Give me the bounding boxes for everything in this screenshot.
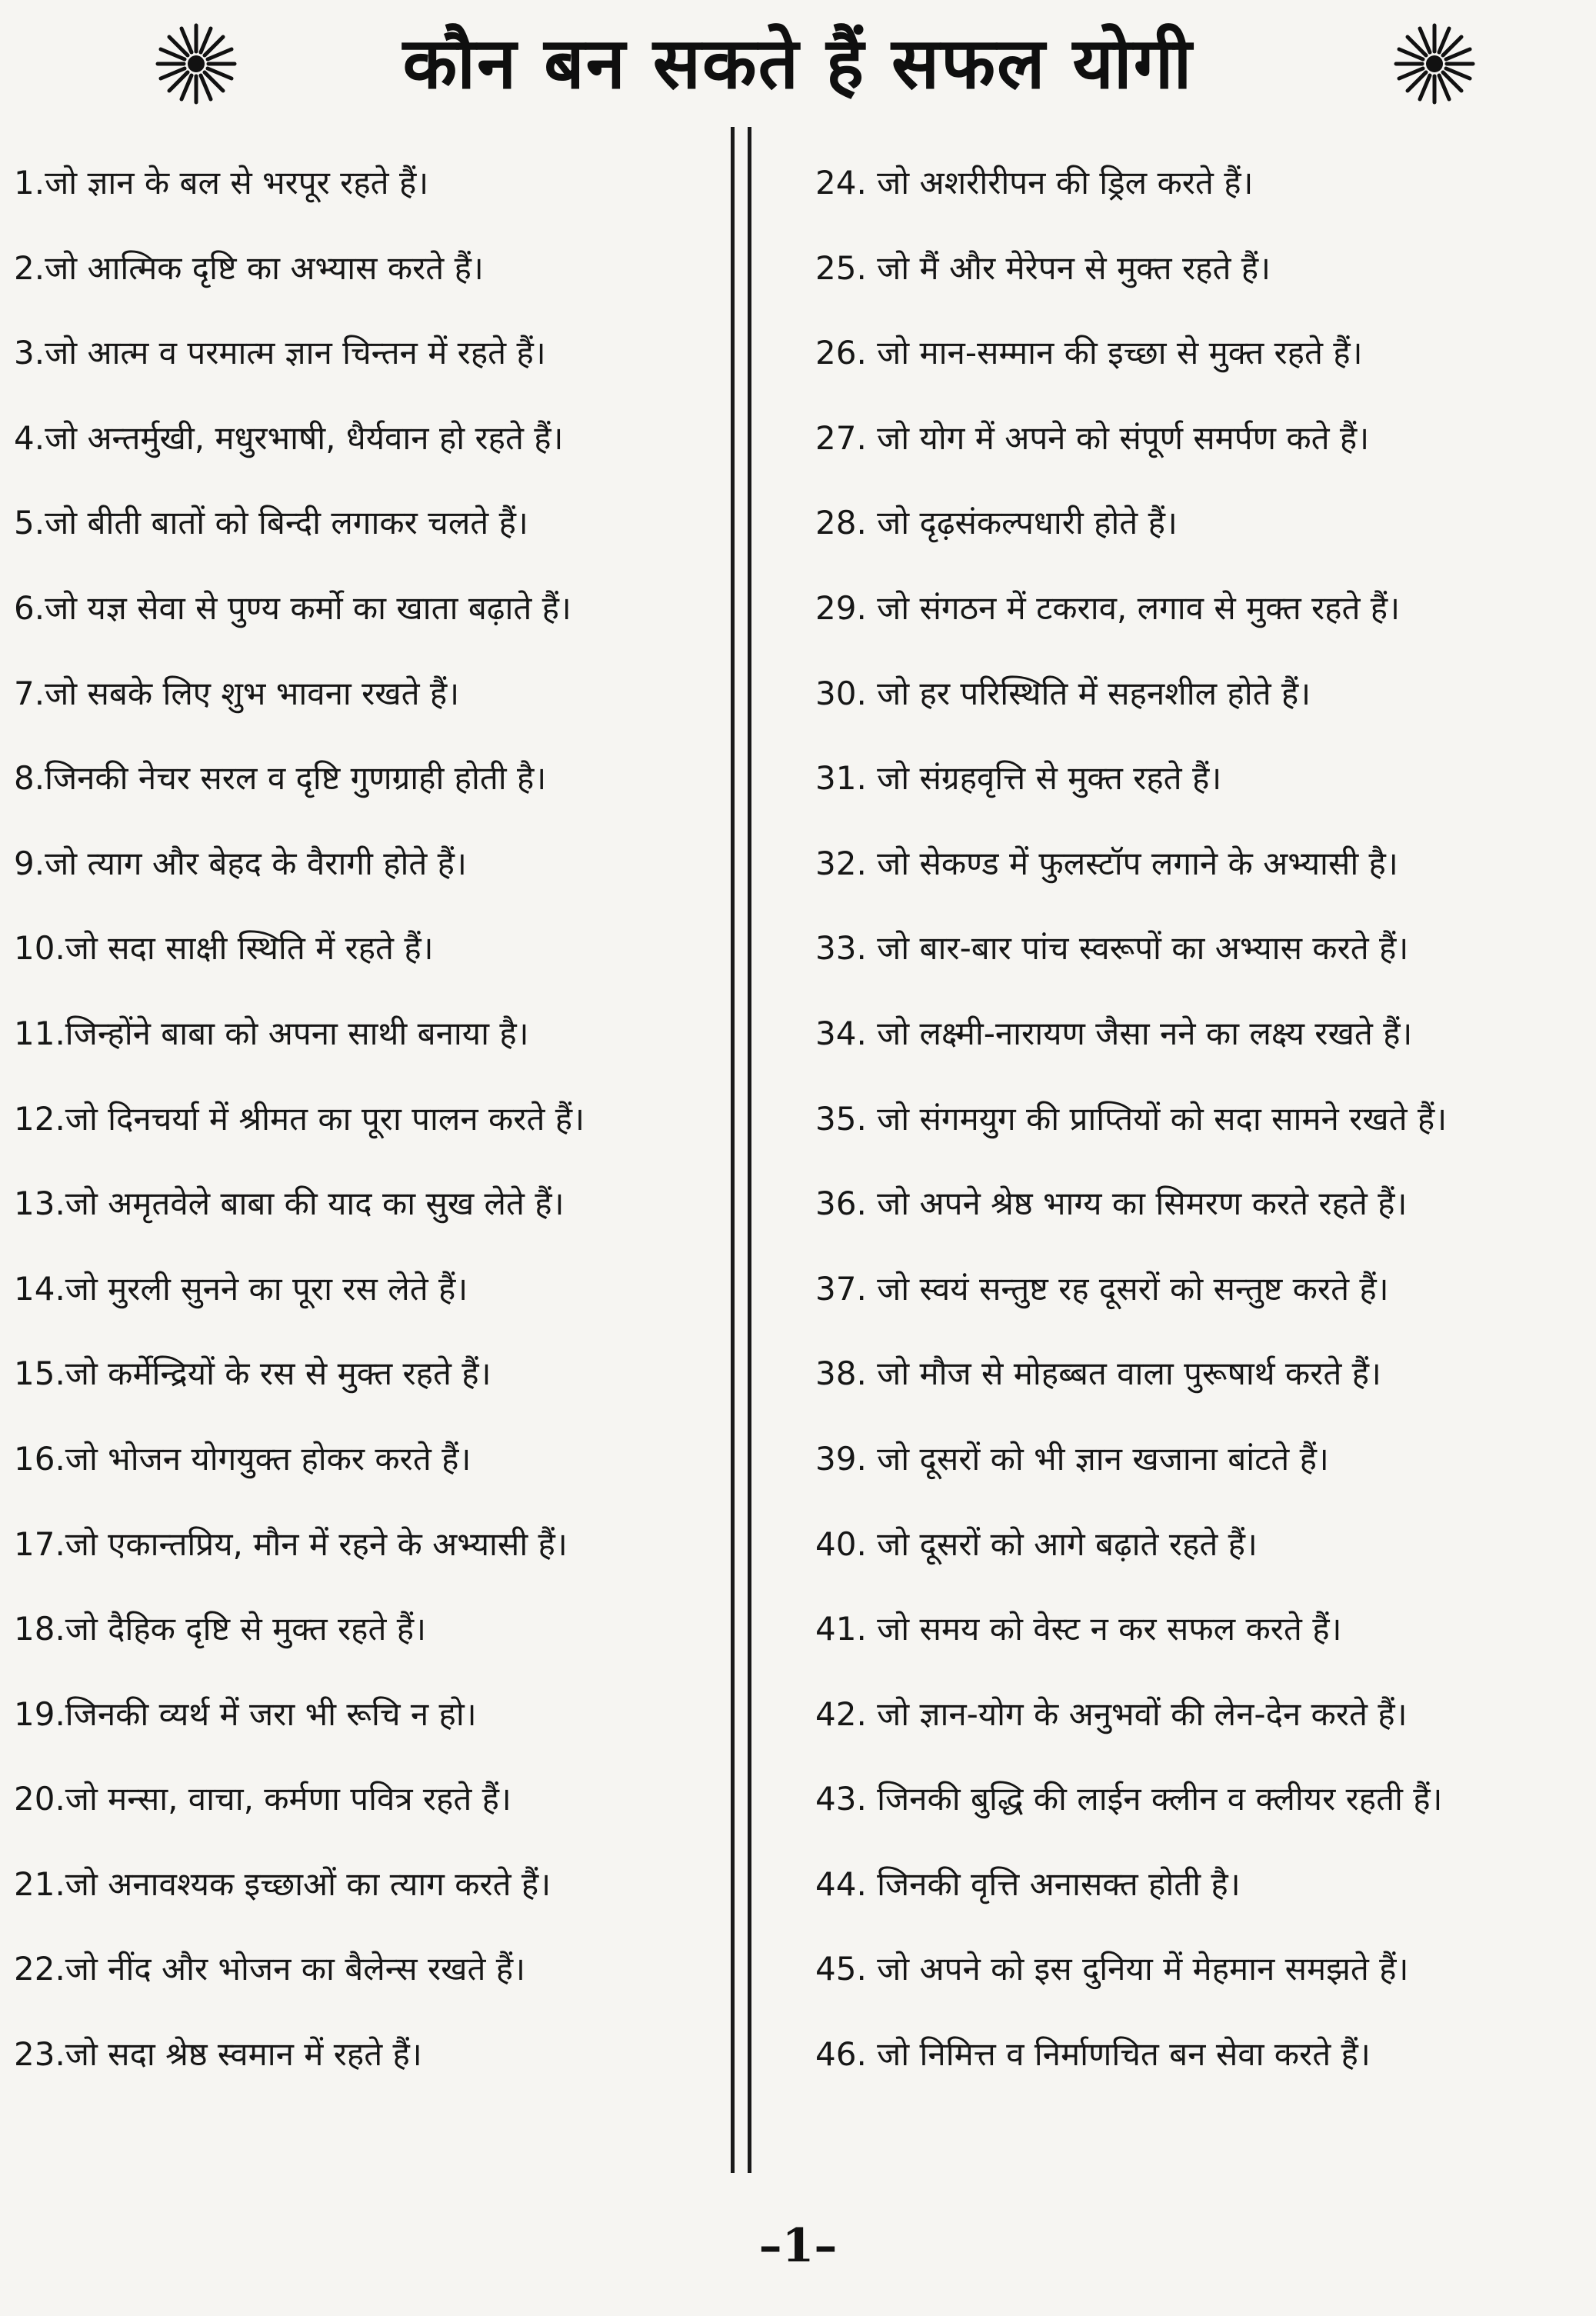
column-divider bbox=[748, 127, 751, 2173]
sunburst-icon bbox=[1392, 22, 1477, 106]
list-item: 15.जो कर्मेन्द्रियों के रस से मुक्त रहते हैं। bbox=[14, 1355, 491, 1393]
list-item: 36. जो अपने श्रेष्ठ भाग्य का सिमरण करते रहते हैं। bbox=[815, 1185, 1408, 1223]
list-item: 33. जो बार-बार पांच स्वरूपों का अभ्यास करते हैं। bbox=[815, 929, 1409, 968]
list-item: 5.जो बीती बातों को बिन्दी लगाकर चलते हैं। bbox=[14, 504, 528, 542]
list-item: 1.जो ज्ञान के बल से भरपूर रहते हैं। bbox=[14, 164, 429, 202]
list-item: 31. जो संग्रहवृत्ति से मुक्त रहते हैं। bbox=[815, 759, 1222, 798]
list-item: 46. जो निमित्त व निर्माणचित बन सेवा करते हैं। bbox=[815, 2035, 1371, 2074]
list-item: 37. जो स्वयं सन्तुष्ट रह दूसरों को सन्तुष्ट करते हैं। bbox=[815, 1269, 1389, 1308]
list-item: 26. जो मान-सम्मान की इच्छा से मुक्त रहते हैं। bbox=[815, 334, 1363, 372]
page-number: –1– bbox=[758, 2219, 838, 2273]
list-item: 41. जो समय को वेस्ट न कर सफल करते हैं। bbox=[815, 1610, 1342, 1648]
list-item: 18.जो दैहिक दृष्टि से मुक्त रहते हैं। bbox=[14, 1610, 426, 1648]
list-item: 2.जो आत्मिक दृष्टि का अभ्यास करते हैं। bbox=[14, 248, 484, 287]
list-item: 27. जो योग में अपने को संपूर्ण समर्पण कते हैं। bbox=[815, 418, 1370, 457]
list-item: 16.जो भोजन योगयुक्त होकर करते हैं। bbox=[14, 1439, 471, 1478]
column-divider bbox=[731, 127, 735, 2173]
list-item: 42. जो ज्ञान-योग के अनुभवों की लेन-देन करते हैं। bbox=[815, 1695, 1408, 1733]
list-item: 40. जो दूसरों को आगे बढ़ाते रहते हैं। bbox=[815, 1525, 1258, 1563]
list-item: 25. जो मैं और मेरेपन से मुक्त रहते हैं। bbox=[815, 248, 1271, 287]
list-item: 29. जो संगठन में टकराव, लगाव से मुक्त रहते हैं। bbox=[815, 588, 1400, 627]
page-title: कौन बन सकते हैं सफल योगी bbox=[402, 22, 1194, 105]
list-item: 20.जो मन्सा, वाचा, कर्मणा पवित्र रहते हैं। bbox=[14, 1780, 511, 1818]
list-item: 23.जो सदा श्रेष्ठ स्वमान में रहते हैं। bbox=[14, 2035, 422, 2074]
list-item: 35. जो संगमयुग की प्राप्तियों को सदा सामने रखते हैं। bbox=[815, 1099, 1448, 1138]
list-item: 9.जो त्याग और बेहद के वैरागी होते हैं। bbox=[14, 844, 467, 882]
list-item: 39. जो दूसरों को भी ज्ञान खजाना बांटते हैं। bbox=[815, 1439, 1329, 1478]
list-item: 8.जिनकी नेचर सरल व दृष्टि गुणग्राही होती है। bbox=[14, 759, 547, 798]
list-item: 28. जो दृढ़संकल्पधारी होते हैं। bbox=[815, 504, 1178, 542]
list-item: 7.जो सबके लिए शुभ भावना रखते हैं। bbox=[14, 674, 460, 712]
list-item: 44. जिनकी वृत्ति अनासक्त होती है। bbox=[815, 1864, 1241, 1903]
list-item: 32. जो सेकण्ड में फुलस्टॉप लगाने के अभ्यासी है। bbox=[815, 844, 1398, 882]
list-item: 24. जो अशरीरीपन की ड्रिल करते हैं। bbox=[815, 164, 1254, 202]
list-item: 13.जो अमृतवेले बाबा की याद का सुख लेते हैं। bbox=[14, 1185, 565, 1223]
list-item: 22.जो नींद और भोजन का बैलेन्स रखते हैं। bbox=[14, 1950, 526, 1988]
list-item: 30. जो हर परिस्थिति में सहनशील होते हैं। bbox=[815, 674, 1311, 712]
list-item: 34. जो लक्ष्मी-नारायण जैसा नने का लक्ष्य रखते हैं। bbox=[815, 1014, 1413, 1052]
page-header bbox=[0, 15, 1596, 115]
list-item: 4.जो अन्तर्मुखी, मधुरभाषी, धैर्यवान हो रहते हैं। bbox=[14, 418, 564, 457]
list-item: 6.जो यज्ञ सेवा से पुण्य कर्मो का खाता बढ़ाते हैं। bbox=[14, 588, 571, 627]
list-item: 17.जो एकान्तप्रिय, मौन में रहने के अभ्यासी हैं। bbox=[14, 1525, 568, 1563]
list-item: 38. जो मौज से मोहब्बत वाला पुरूषार्थ करते हैं। bbox=[815, 1355, 1381, 1393]
left-column-list bbox=[14, 162, 721, 2118]
list-item: 19.जिनकी व्यर्थ में जरा भी रूचि न हो। bbox=[14, 1695, 477, 1733]
list-item: 21.जो अनावश्यक इच्छाओं का त्याग करते हैं। bbox=[14, 1864, 551, 1903]
list-item: 11.जिन्होंने बाबा को अपना साथी बनाया है। bbox=[14, 1014, 529, 1052]
list-item: 45. जो अपने को इस दुनिया में मेहमान समझते हैं। bbox=[815, 1950, 1409, 1988]
list-item: 43. जिनकी बुद्धि की लाईन क्लीन व क्लीयर रहती हैं। bbox=[815, 1780, 1443, 1818]
list-item: 12.जो दिनचर्या में श्रीमत का पूरा पालन करते हैं। bbox=[14, 1099, 585, 1138]
right-column-list bbox=[815, 162, 1584, 2118]
list-item: 3.जो आत्म व परमात्म ज्ञान चिन्तन में रहते हैं। bbox=[14, 334, 546, 372]
list-item: 10.जो सदा साक्षी स्थिति में रहते हैं। bbox=[14, 929, 434, 968]
list-item: 14.जो मुरली सुनने का पूरा रस लेते हैं। bbox=[14, 1269, 468, 1308]
